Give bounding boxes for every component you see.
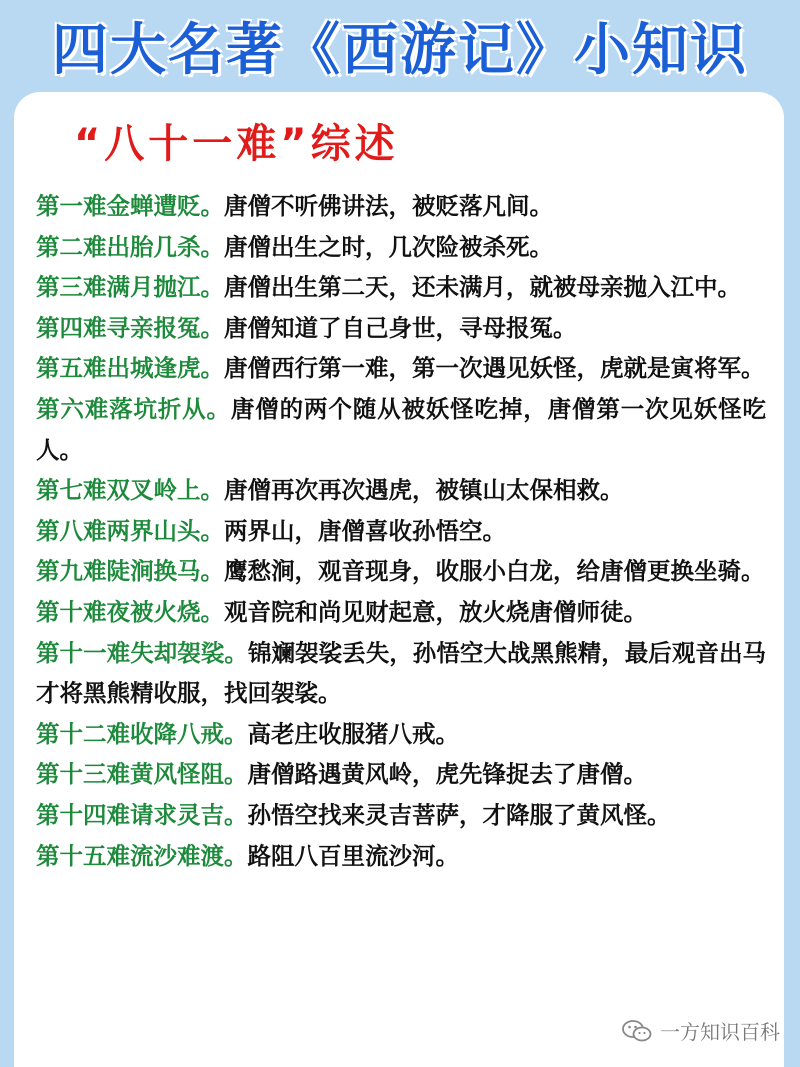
- item-heading: 第十难夜被火烧。: [36, 597, 224, 626]
- list-item: [36, 186, 766, 227]
- list-item: [36, 348, 766, 389]
- item-heading: 第十五难流沙难渡。: [36, 841, 248, 870]
- item-text: 唐僧再次再次遇虎，被镇山太保相救。: [224, 476, 624, 505]
- item-heading: 第十一难失却袈裟。: [36, 638, 248, 667]
- list-item: [36, 714, 766, 755]
- item-text: 唐僧路遇黄风岭，虎先锋捉去了唐僧。: [247, 760, 647, 789]
- item-text: 唐僧出生之时，几次险被杀死。: [224, 232, 553, 261]
- list-item: [36, 511, 766, 552]
- list-item: [36, 836, 766, 877]
- list-item: [36, 795, 766, 836]
- section-subtitle: “八十一难”综述: [74, 121, 399, 167]
- list-item: [36, 633, 766, 714]
- item-heading: 第十二难收降八戒。: [36, 719, 248, 748]
- item-heading: 第九难陡涧换马。: [36, 557, 224, 586]
- item-heading: 第十三难黄风怪阻。: [36, 760, 248, 789]
- item-heading: 第五难出城逢虎。: [36, 354, 224, 383]
- item-text: 唐僧知道了自己身世，寻母报冤。: [224, 313, 577, 342]
- item-text: 两界山，唐僧喜收孙悟空。: [224, 516, 506, 545]
- item-heading: 第七难双叉岭上。: [36, 476, 224, 505]
- wechat-icon: [622, 1019, 652, 1043]
- header: [0, 0, 800, 92]
- list-item: [36, 551, 766, 592]
- item-heading: 第一难金蝉遭贬。: [36, 192, 224, 220]
- item-heading: 第八难两界山头。: [36, 516, 224, 545]
- item-text: 观音院和尚见财起意，放火烧唐僧师徒。: [224, 597, 647, 626]
- item-heading: 第三难满月抛江。: [36, 273, 224, 302]
- page-title: 四大名著《西游记》小知识: [52, 18, 748, 83]
- list-item: [36, 470, 766, 511]
- item-heading: 第二难出胎几杀。: [36, 232, 224, 261]
- item-text: 路阻八百里流沙河。: [247, 841, 459, 870]
- item-text: 唐僧出生第二天，还未满月，就被母亲抛入江中。: [224, 273, 741, 302]
- list-item: [36, 754, 766, 795]
- item-text: 唐僧的两个随从被妖怪吃掉，唐僧第一次见妖怪吃人。: [36, 394, 767, 464]
- list-item: [36, 389, 766, 470]
- item-text: 鹰愁涧，观音现身，收服小白龙，给唐僧更换坐骑。: [224, 557, 765, 586]
- item-text: 高老庄收服猪八戒。: [247, 719, 459, 748]
- item-heading: 第四难寻亲报冤。: [36, 313, 224, 342]
- list-item: [36, 592, 766, 633]
- list-item: [36, 267, 766, 308]
- difficulty-list: [36, 186, 766, 876]
- item-text: 唐僧西行第一难，第一次遇见妖怪，虎就是寅将军。: [224, 354, 765, 383]
- item-text: 唐僧不听佛讲法，被贬落凡间。: [224, 192, 553, 220]
- watermark-text: 一方知识百科: [660, 1020, 780, 1044]
- item-heading: 第十四难请求灵吉。: [36, 800, 248, 829]
- list-item: [36, 227, 766, 268]
- watermark: [622, 1016, 780, 1045]
- item-heading: 第六难落坑折从。: [36, 394, 231, 423]
- list-item: [36, 308, 766, 349]
- item-text: 锦斓袈裟丢失，孙悟空大战黑熊精，最后观音出马才将黑熊精收服，找回袈裟。: [36, 638, 767, 708]
- item-text: 孙悟空找来灵吉菩萨，才降服了黄风怪。: [247, 800, 671, 829]
